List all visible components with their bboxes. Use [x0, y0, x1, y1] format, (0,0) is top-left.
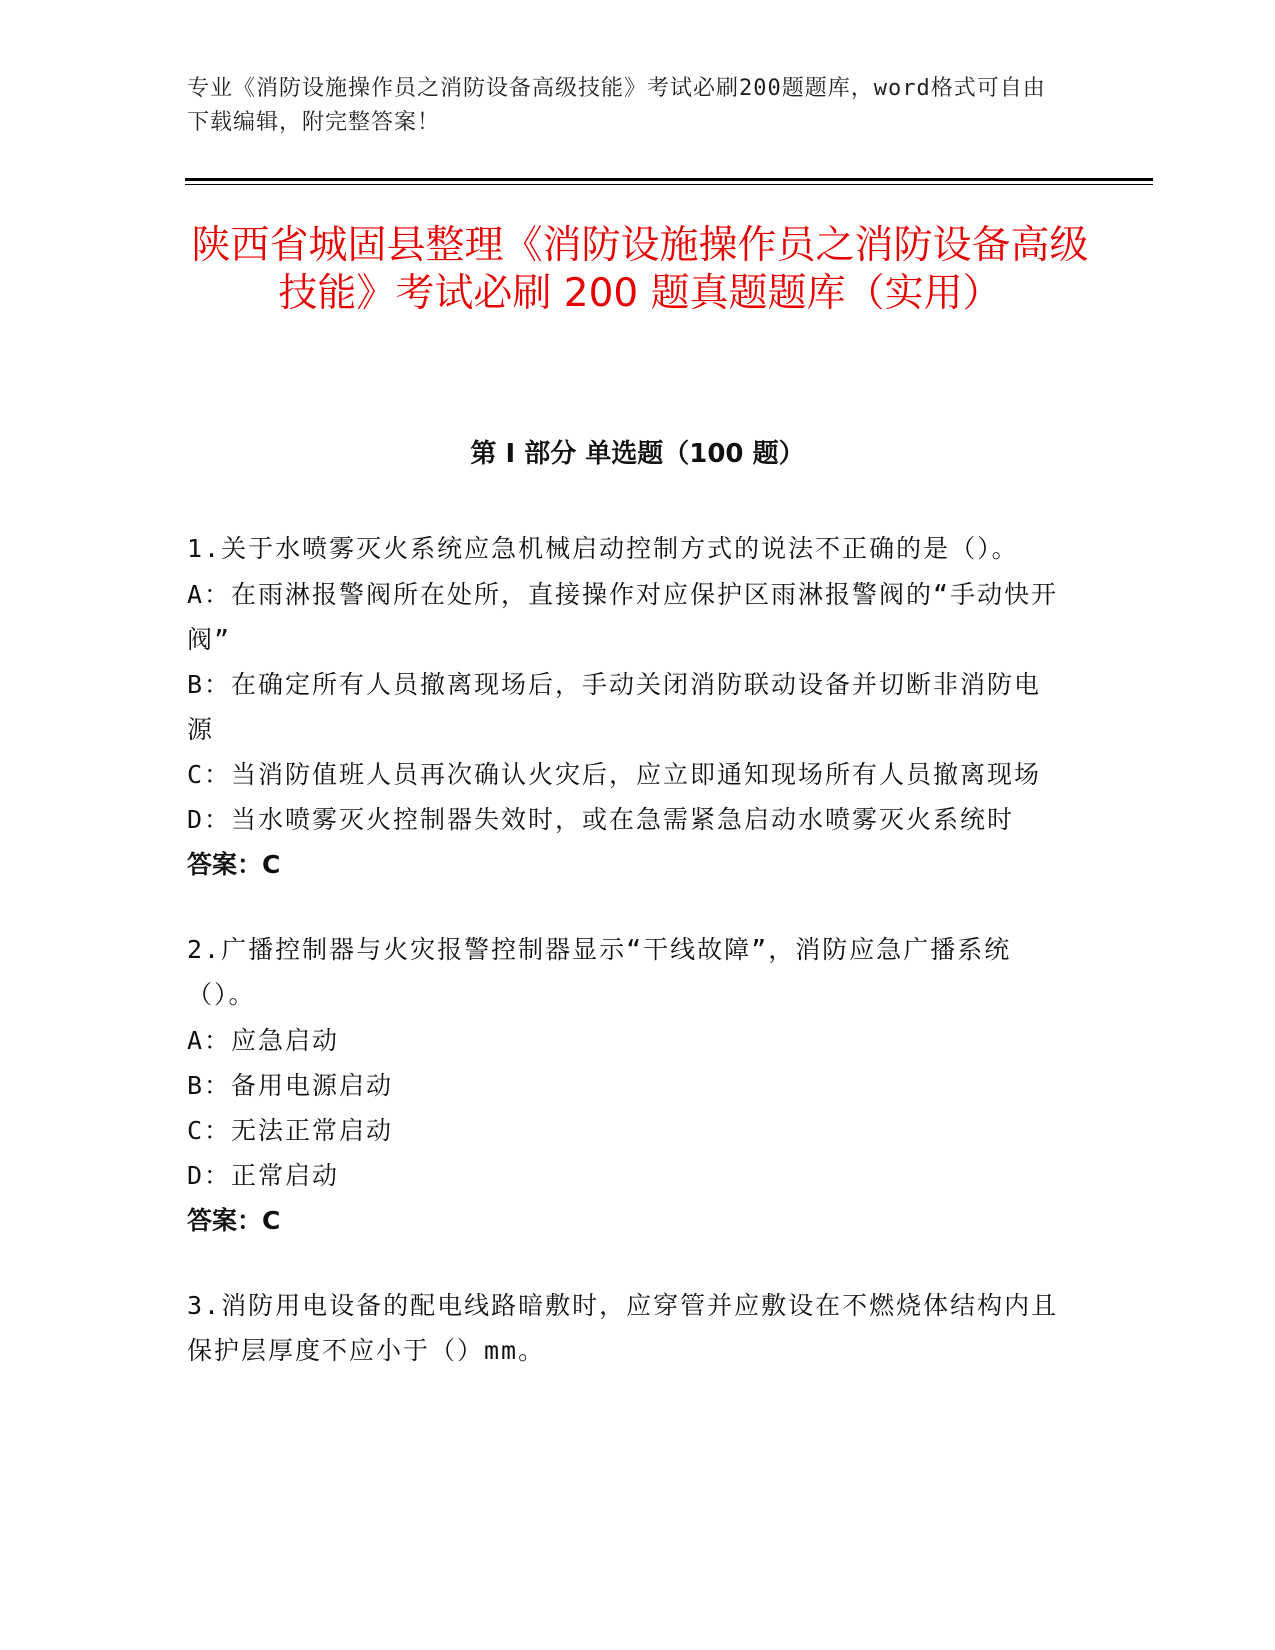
- question-2: [187, 927, 1067, 1243]
- answer-text: 答案：C: [187, 850, 281, 879]
- question-stem: 1.关于水喷雾灭火系统应急机械启动控制方式的说法不正确的是（）。: [187, 534, 1019, 563]
- option-d: D：正常启动: [187, 1161, 340, 1190]
- option-a: A：在雨淋报警阀所在处所，直接操作对应保护区雨淋报警阀的“手动快开阀”: [187, 580, 1059, 654]
- option-a: A：应急启动: [187, 1026, 340, 1055]
- document-title: 陕西省城固县整理《消防设施操作员之消防设备高级技能》考试必刷 200 题真题题库（实用）: [191, 223, 1089, 316]
- question-list: [187, 526, 1067, 1413]
- option-c: C：当消防值班人员再次确认火灾后，应立即通知现场所有人员撤离现场: [187, 760, 1042, 789]
- question-stem: 2.广播控制器与火灾报警控制器显示“干线故障”，消防应急广播系统（）。: [187, 935, 1012, 1009]
- header-note: 专业《消防设施操作员之消防设备高级技能》考试必刷200题题库，word格式可自由下载编辑，附完整答案！: [187, 76, 1046, 135]
- option-b: B：在确定所有人员撤离现场后，手动关闭消防联动设备并切断非消防电源: [187, 670, 1042, 744]
- option-d: D：当水喷雾灭火控制器失效时，或在急需紧急启动水喷雾灭火系统时: [187, 805, 1015, 834]
- option-c: C：无法正常启动: [187, 1116, 394, 1145]
- header-rule-thick: [185, 178, 1153, 181]
- answer-text: 答案：C: [187, 1206, 281, 1235]
- option-b: B：备用电源启动: [187, 1071, 394, 1100]
- header-rule-thin: [185, 184, 1153, 185]
- section-title: 第 I 部分 单选题（100 题）: [470, 439, 805, 469]
- question-3: [187, 1283, 1067, 1373]
- question-stem: 3.消防用电设备的配电线路暗敷时，应穿管并应敷设在不燃烧体结构内且保护层厚度不应小于（）mm。: [187, 1291, 1059, 1365]
- question-1: [187, 526, 1067, 887]
